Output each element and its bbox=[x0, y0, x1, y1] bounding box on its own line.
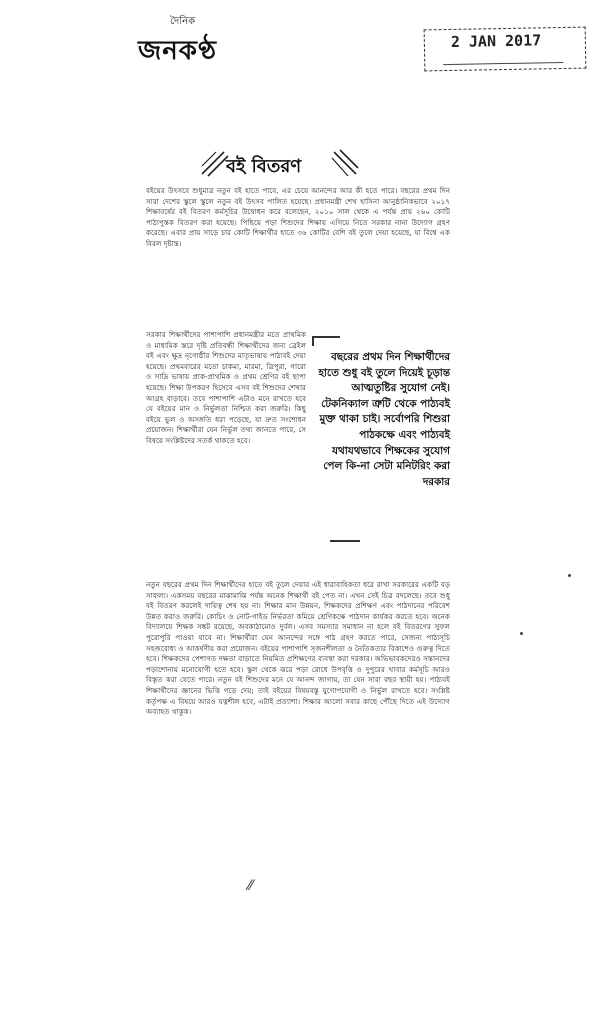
pull-quote: বছরের প্রথম দিন শিক্ষার্থীদের হাতে শুধু বই তুলে দিয়েই চূড়ান্ত আত্মতুষ্টির সুযোগ নেই। টেকনিক্যাল ত্রুটি থেকে পাঠ্যবই মুক্ত থাকা চাই। সর্বোপরি শিশুরা পাঠকক্ষে এবং পাঠ্যবই যথাযথভাবে শিক্ষকের সুযোগ পেল কি-না সেটা মনিটরিং করা দরকার bbox=[318, 351, 450, 488]
newspaper-masthead: জনকণ্ঠ bbox=[138, 36, 217, 66]
scan-speck bbox=[520, 632, 523, 635]
scan-speck bbox=[568, 574, 571, 577]
article-paragraph-3: নতুন বছরের প্রথম দিন শিক্ষার্থীদের হাতে বই তুলে দেয়ার এই ধারাবাহিকতা ধরে রাখা সরকারের একটি বড় সাফল্য। একসময় বছরের মাঝামাঝি পর্যন্ত অনেক শিক্ষার্থী বই পেত না। এখন সেই চিত্র বদলেছে। তবে শুধু বই বিতরণ করলেই দায়িত্ব শেষ হয় না। শিক্ষার মান উন্নয়ন, শিক্ষকদের প্রশিক্ষণ এবং পাঠদানের পরিবেশ উন্নত করাও জরুরি। কোচিং ও নোট-গাইড নির্ভরতা কমিয়ে শ্রেণিকক্ষে পাঠদান কার্যকর করতে হবে। অনেক বিদ্যালয়ে শিক্ষক সঙ্কট রয়েছে, অবকাঠামোও দুর্বল। এসব সমস্যার সমাধান না হলে বই বিতরণের সুফল পুরোপুরি পাওয়া যাবে না। শিক্ষার্থীরা যেন আনন্দের সঙ্গে পাঠ গ্রহণ করতে পারে, সেজন্য পাঠ্যসূচি সহজবোধ্য ও আকর্ষণীয় করা প্রয়োজন। বইয়ের পাশাপাশি সৃজনশীলতা ও নৈতিকতার বিকাশেও গুরুত্ব দিতে হবে। শিক্ষকদের পেশাগত দক্ষতা বাড়াতে নিয়মিত প্রশিক্ষণের ব্যবস্থা করা দরকার। অভিভাবকদেরও সন্তানদের পড়াশোনায় মনোযোগী হতে হবে। স্কুল থেকে ঝরে পড়া রোধে উপবৃত্তি ও দুপুরের খাবার কর্মসূচি আরও বিস্তৃত করা যেতে পারে। নতুন বই শিশুদের মনে যে আনন্দ জাগায়, তা যেন সারা বছর স্থায়ী হয়। পাঠ্যবই শিক্ষার্থীদের জ্ঞানের ভিত্তি গড়ে দেয়; তাই বইয়ের বিষয়বস্তু যুগোপযোগী ও নির্ভুল রাখতে হবে। সংশ্লিষ্ট কর্তৃপক্ষ এ বিষয়ে আরও যত্নশীল হবে, এটাই প্রত্যাশা। শিক্ষার আলো সবার কাছে পৌঁছে দিতে এই উদ্যোগ অব্যাহত থাকুক। bbox=[146, 580, 450, 717]
article-paragraph-2: সরকার শিক্ষার্থীদের পাশাপাশি প্রধানমন্ত্রীর মতে প্রাথমিক ও মাধ্যমিক স্তরে দৃষ্টি প্রতিবন্ধী শিক্ষার্থীদের জন্য ব্রেইল বই এবং ক্ষুদ্র নৃগোষ্ঠীর শিশুদের মাতৃভাষায় পাঠ্যবই দেয়া হয়েছে। প্রথমবারের মতো চাকমা, মারমা, ত্রিপুরা, গারো ও সাদ্রি ভাষায় প্রাক-প্রাথমিক ও প্রথম শ্রেণির বই ছাপা হয়েছে। শিক্ষা উপকরণ হিসেবে এসব বই শিশুদের শেখার আগ্রহ বাড়াবে। তবে পাশাপাশি এটাও মনে রাখতে হবে যে বইয়ের মান ও নির্ভুলতা নিশ্চিত করা জরুরি। কিছু বইয়ে ভুল ও অসঙ্গতি ধরা পড়েছে, যা দ্রুত সংশোধন প্রয়োজন। শিক্ষার্থীরা যেন নির্ভুল তথ্য জানতে পারে, সে বিষয়ে সংশ্লিষ্টদের সতর্ক থাকতে হবে। bbox=[146, 330, 306, 445]
hatch-right-icon bbox=[330, 148, 360, 178]
article-title-block bbox=[200, 140, 360, 186]
article-title: বই বিতরণ bbox=[226, 156, 302, 177]
stamp-signature-line bbox=[443, 54, 563, 65]
masthead-subtitle: দৈনিক bbox=[170, 16, 196, 27]
pull-quote-bracket bbox=[312, 336, 340, 346]
stamp-date: 2 JAN 2017 bbox=[450, 31, 542, 51]
end-mark-icon: ⁄⁄ bbox=[248, 878, 253, 894]
article-paragraph-1: বইয়ের উৎসবে শুধুমাত্র নতুন বই হাতে পাবে, এর চেয়ে আনন্দের আর কী হতে পারে। বছরের প্রথম দিন সারা দেশের স্কুলে স্কুলে নতুন বই উৎসব পালিত হয়েছে। প্রধানমন্ত্রী শেখ হাসিনা আনুষ্ঠানিকভাবে ২০১৭ শিক্ষাবর্ষের বই বিতরণ কর্মসূচির উদ্বোধন করে বলেছেন, ২০১০ সাল থেকে এ পর্যন্ত প্রায় ২৬০ কোটি পাঠ্যপুস্তক বিতরণ করা হয়েছে। পিছিয়ে পড়া শিশুদের শিক্ষায় এগিয়ে নিতে সরকার নানা উদ্যোগ গ্রহণ করেছে। এবার প্রায় সাড়ে চার কোটি শিক্ষার্থীর হাতে ৩৬ কোটির বেশি বই তুলে দেয়া হয়েছে, যা বিশ্বে এক বিরল দৃষ্টান্ত। bbox=[146, 186, 450, 248]
date-stamp bbox=[424, 27, 587, 72]
pull-quote-rule bbox=[330, 540, 360, 542]
